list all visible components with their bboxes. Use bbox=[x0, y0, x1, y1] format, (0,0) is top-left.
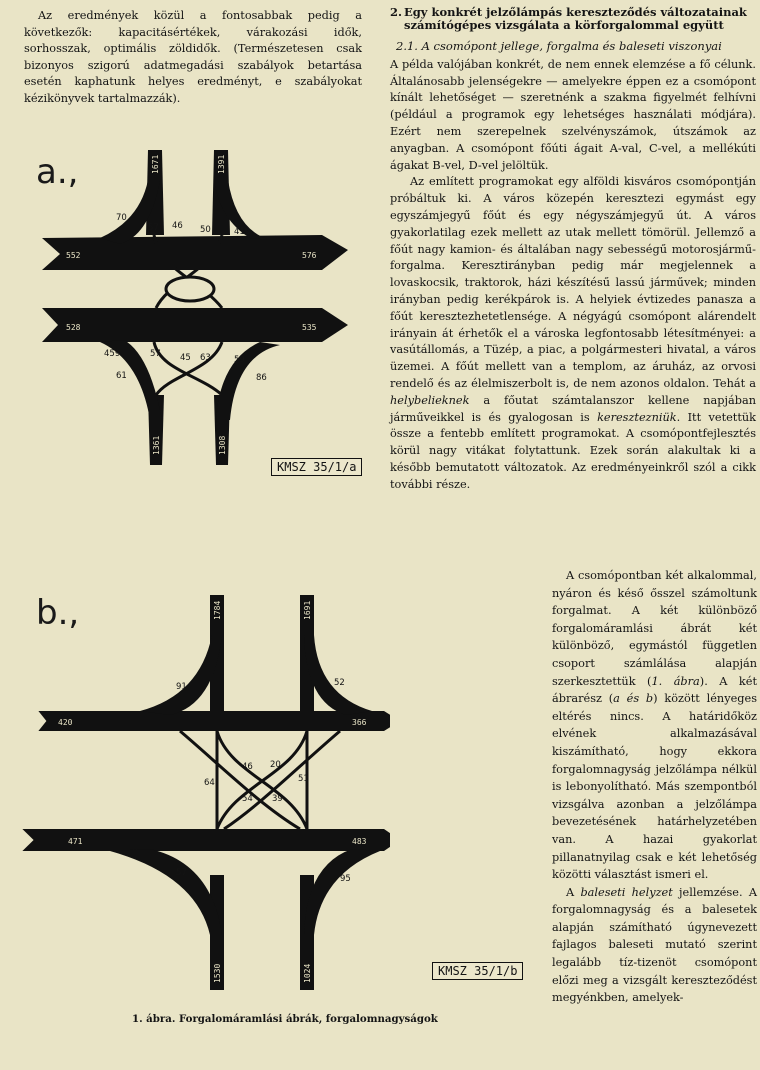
paragraph-emphasis: a és b bbox=[613, 692, 654, 706]
road-label-bottom-right: 1024 bbox=[303, 963, 312, 983]
road-label-left-lower: 528 bbox=[66, 323, 81, 332]
paragraph-emphasis: keresztezniük bbox=[597, 410, 677, 424]
figure-b bbox=[0, 575, 390, 1005]
flow-label: 86 bbox=[256, 373, 267, 383]
flow-label: 46 bbox=[172, 221, 183, 231]
flow-label: 57 bbox=[148, 223, 159, 233]
road-label-left-lower: 471 bbox=[68, 837, 83, 846]
paragraph-text: A bbox=[566, 885, 581, 899]
road-label-left-upper: 420 bbox=[58, 718, 73, 727]
figure-b-letter: b., bbox=[36, 593, 80, 633]
section-2-number: 2. bbox=[390, 5, 403, 19]
figure-b-code: KMSZ 35/1/b bbox=[432, 962, 523, 980]
intro-text: Az eredmények közül a fontosabbak pedig a következők: kapacitásértékek, várakozási idők, sorhosszak, optimális zöldidők. (Természetesen csak bizonyos szigorú adatmegadási szabályok betartása esetén kaphatunk helyes eredményt, e szabályokat kézikönyvek tartalmazzák). bbox=[24, 9, 362, 105]
paragraph-text: Az említett programokat egy alföldi kisváros csomópontján próbáltuk ki. A város közepén keresztezi egymást egy egyszámjegyű főút és egy négyszámjegyű út. A város gyakorlatilag ezek mellett az utak mellett tömörül. Jellemző a főút nagy kamion- és általában nagy sebességű motorosjármű-forgalma. Keresztirányban pedig már megjelennek a lovaskocsik, traktorok, házi készítésű lassú járművek; minden irányban pedig kerékpárok is. A helyiek évtizedes panasza a főút keresztezhetetlensége. A négyágú csomópont alárendelt irányain át érhetők el a városka legfontosabb létesítményei: a vasútállomás, a Tüzép, a piac, a polgármesteri hivatal, a város üzemei. A főút mellett van a templom, az áruház, az orvosi rendelő és az élelmiszerbolt is, de nem azonos oldalon. Tehát a bbox=[390, 175, 756, 390]
flow-label: 57 bbox=[176, 868, 187, 878]
flow-label: 51 bbox=[298, 774, 309, 784]
section-2-title-line2: számítógépes vizsgálata a körforgalommal együtt bbox=[404, 18, 724, 32]
paragraph-accident-situation bbox=[552, 884, 757, 1007]
figure-b-flow-diagram bbox=[0, 575, 390, 1005]
paragraph-emphasis: helybelieknek bbox=[390, 393, 470, 407]
flow-label: 63 bbox=[200, 353, 211, 363]
flow-label: 39 bbox=[272, 794, 283, 804]
flow-label: 61 bbox=[116, 371, 127, 381]
paragraph-text: ). A két ábrarész ( bbox=[552, 674, 757, 706]
figure-caption: 1. ábra. Forgalomáramlási ábrák, forgalomnagyságok bbox=[132, 1013, 438, 1025]
flow-label: 46 bbox=[242, 762, 253, 772]
flow-label: 50 bbox=[200, 225, 211, 235]
road-label-bottom-left: 1530 bbox=[213, 963, 222, 983]
flow-label: 54 bbox=[242, 794, 253, 804]
flow-label: 20 bbox=[270, 760, 281, 770]
paragraph-text: . Itt vetettük össze a fentebb említett programokat. A csomópontfejlesztés körül nagy vitákat folytattunk. Ezek során alakultak ki a később bemutatott változatok. Az eredményeinkről szól a cikk további része. bbox=[390, 410, 756, 491]
paragraph-traffic-count bbox=[552, 567, 757, 884]
road-label-bottom-left: 1361 bbox=[152, 435, 161, 455]
road-label-right-lower: 483 bbox=[352, 837, 367, 846]
flow-label: 64 bbox=[204, 778, 215, 788]
paragraph-text: ) között lényeges eltérés nincs. A határidőköz elvének alkalmazásával kiszámítható, hogy ekkora forgalomnagyság jelzőlámpa nélkül is lebonyolítható. Más szempontból vizsgálva azonban a jelzőlámpa bevezetésének határhelyzetében van. A hazai gyakorlat pillanatnyilag csak e két lehetőség közötti választást ismeri el. bbox=[552, 692, 757, 882]
figure-a-code: KMSZ 35/1/a bbox=[271, 458, 362, 476]
flow-label: 52 bbox=[334, 678, 345, 688]
section-2-heading bbox=[390, 6, 756, 32]
section-2-1-paragraph-2 bbox=[390, 174, 756, 493]
flow-label: 57 bbox=[150, 349, 161, 359]
road-label-right-upper: 576 bbox=[302, 251, 317, 260]
flow-label: 70 bbox=[116, 213, 127, 223]
flow-label: 91 bbox=[176, 682, 187, 692]
flow-label: 59 bbox=[234, 355, 245, 365]
flow-label: 459 bbox=[104, 349, 121, 359]
paragraph-emphasis: 1. ábra bbox=[651, 674, 700, 688]
right-column bbox=[390, 6, 756, 494]
paragraph-emphasis: baleseti helyzet bbox=[580, 885, 673, 899]
paragraph-text: a főutat számtalanszor kellene napjában járműveikkel is és gyalogosan is bbox=[390, 393, 756, 424]
narrow-column bbox=[552, 567, 757, 1007]
road-label-top-left: 1784 bbox=[213, 600, 222, 620]
section-2-1-paragraph-1: A példa valójában konkrét, de nem ennek elemzése a fő célunk. Általánosabb jelenségekre — amelyekre éppen ez a csomópont kínált lehetőséget — szeretnénk a szakma figyelmét felhívni (például a programok egy lehetséges használati módjára). Ezért nem szerepelnek szelvényszámok, útszámok az anyagban. A csomópont főúti ágait A-val, C-vel, a mellékúti ágakat B-vel, D-vel jelöltük. bbox=[390, 57, 756, 172]
paragraph-text: jellemzése. A forgalomnagyság és a balesetek alapján számítható úgynevezett fajlagos baleseti mutató szerint legalább tíz-tizenöt csomópont előzi meg a vizsgált kereszteződést megyénkben, amelyek- bbox=[552, 885, 757, 1005]
intro-paragraph bbox=[24, 8, 362, 108]
flow-label: 45 bbox=[180, 353, 191, 363]
figure-a bbox=[0, 140, 390, 490]
section-2-title-line1: Egy konkrét jelzőlámpás kereszteződés változatainak bbox=[404, 5, 747, 19]
road-label-top-right: 1391 bbox=[217, 154, 226, 174]
road-label-top-right: 1691 bbox=[303, 600, 312, 620]
figure-a-letter: a., bbox=[36, 152, 79, 192]
road-label-bottom-right: 1308 bbox=[218, 435, 227, 455]
flow-label: 419 bbox=[234, 227, 251, 237]
section-2-1-heading: 2.1. A csomópont jellege, forgalma és baleseti viszonyai bbox=[396, 39, 722, 53]
flow-label: 95 bbox=[340, 874, 351, 884]
paragraph-text: A csomópontban két alkalommal, nyáron és késő ősszel számoltunk forgalmat. A két különböző forgalomáramlási ábrát két különböző, egymástól független csoport számlálása alapján szerkesztettük ( bbox=[552, 569, 757, 688]
road-label-top-left: 1671 bbox=[151, 154, 160, 174]
road-label-left-upper: 552 bbox=[66, 251, 81, 260]
figure-a-flow-diagram bbox=[0, 140, 390, 490]
road-label-right-lower: 535 bbox=[302, 323, 317, 332]
road-label-right-upper: 366 bbox=[352, 718, 367, 727]
